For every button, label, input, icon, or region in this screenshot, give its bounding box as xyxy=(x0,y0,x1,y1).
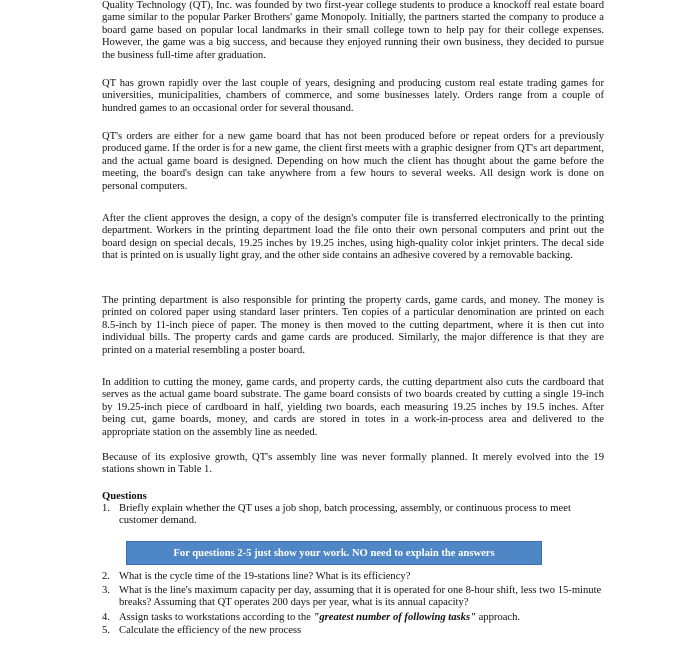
question-text-before: Assign tasks to workstations according to the xyxy=(119,612,314,623)
paragraph-printing: After the client approves the design, a copy of the design's computer file is transferred electronically to the printing department. Workers in the printing department load the file onto their own personal computers and print out the board design on special decals, 19.25 inches by 19.25 inches, using high-quality color inkjet printers. The decal side that is printed on is usually light gray, and the other side contains an adhesive covered by a removable backing. xyxy=(102,213,604,262)
paragraph-growth: QT has grown rapidly over the last couple of years, designing and producing custom real estate trading games for universities, municipalities, chambers of commerce, and some businesses lately. Orders range from a couple of hundred games to an occasional order for several thousand. xyxy=(102,78,604,114)
question-text xyxy=(119,612,604,624)
paragraph-assembly: Because of its explosive growth, QT's assembly line was never formally planned. It merely evolved into the 19 stations shown in Table 1. xyxy=(102,452,604,476)
question-item xyxy=(102,503,604,528)
paragraph-orders: QT's orders are either for a new game board that has not been produced before or repeat orders for a previously produced game. If the order is for a new game, the client first meets with a graphic designer from QT's art department, and the actual game board is designed. Depending on how much the client has thought about the game before the meeting, the board's design can take anywhere from a few hours to several weeks. All design work is done on personal computers. xyxy=(102,131,604,192)
question-number: 3. xyxy=(102,585,110,596)
question-text: What is the cycle time of the 19-stations line? What is its efficiency? xyxy=(119,571,411,582)
question-number: 5. xyxy=(102,625,110,636)
question-text: Briefly explain whether the QT uses a job shop, batch processing, assembly, or continuous process to meet customer demand. xyxy=(119,503,571,527)
paragraph-cutting: In addition to cutting the money, game cards, and property cards, the cutting department also cuts the cardboard that serves as the actual game board substrate. The game board consists of two boards created by cutting a single 19-inch by 19.25-inch piece of cardboard in half, yielding two boards, each measuring 19.25 inches by 19.5 inches. After being cut, game boards, money, and cards are stored in totes in a work-in-process area and delivered to the appropriate station on the assembly line as needed. xyxy=(102,377,604,438)
question-text: Calculate the efficiency of the new process xyxy=(119,625,302,636)
instruction-banner xyxy=(126,541,542,565)
question-item xyxy=(102,571,604,583)
question-text-after: approach. xyxy=(475,612,521,623)
question-item xyxy=(102,612,604,624)
question-text-emphasis: "greatest number of following tasks" xyxy=(313,612,476,623)
paragraph-printing-dept: The printing department is also responsible for printing the property cards, game cards, and money. The money is printed on colored paper using standard laser printers. Ten copies of a particular denomination are printed on each 8.5-inch by 11-inch piece of paper. The money is then moved to the cutting department, where it is then cut into individual bills. The property cards and game cards are produced. Similarly, the major difference is that they are printed on a material resembling a poster board. xyxy=(102,295,604,356)
instruction-banner-text: For questions 2-5 just show your work. NO need to explain the answers xyxy=(173,547,495,559)
question-number: 1. xyxy=(102,503,110,514)
question-item xyxy=(102,585,604,610)
question-item xyxy=(102,625,604,637)
questions-heading: Questions xyxy=(102,491,147,502)
question-number: 4. xyxy=(102,612,110,623)
question-number: 2. xyxy=(102,571,110,582)
question-text: What is the line's maximum capacity per day, assuming that it is operated for one 8-hour shift, less two 15-minute breaks? Assuming that QT operates 200 days per year, what is its annual capacity? xyxy=(119,585,602,609)
paragraph-intro: Quality Technology (QT), Inc. was founded by two first-year college students to produce a knockoff real estate board game similar to the popular Parker Brothers' game Monopoly. Initially, the partners started the company to produce a board game based on popular local landmarks in their small college town to help pay for their college expenses. However, the game was a big success, and because they enjoyed running their own business, they decided to pursue the business full-time after graduation. xyxy=(102,0,604,61)
